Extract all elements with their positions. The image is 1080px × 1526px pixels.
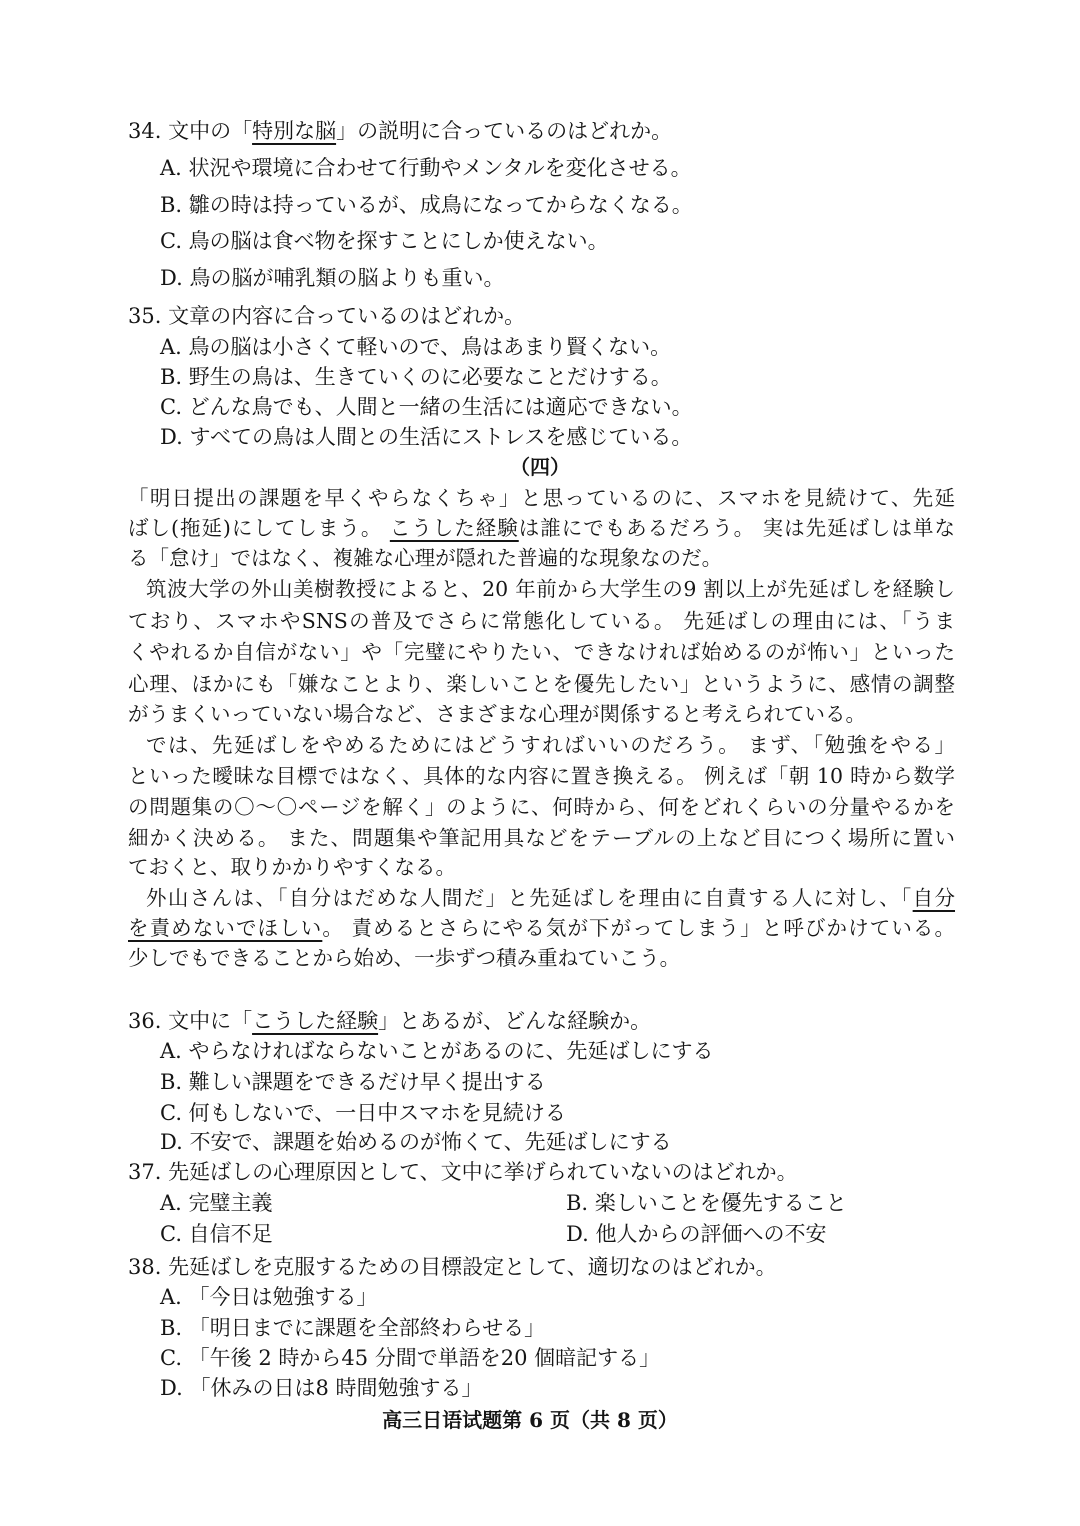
question-35-stem: 35. 文章の内容に合っているのはどれか。 xyxy=(128,304,526,328)
question-36-option-d: D. 不安で、課題を始めるのが怖くて、先延ばしにする xyxy=(160,1130,672,1154)
passage-p3-line-3: の問題集の〇～〇ページを解く」のように、何時から、何をどれくらいの分量やるかを xyxy=(128,795,955,819)
question-36-option-c: C. 何もしないで、一日中スマホを見続ける xyxy=(160,1101,566,1125)
passage-p1-line-3: る「怠け」ではなく、複雑な心理が隠れた普遍的な現象なのだ。 xyxy=(128,546,723,570)
passage-text: は誰にでもあるだろう。 実は先延ばしは単な xyxy=(518,516,955,540)
question-36-option-b: B. 難しい課題をできるだけ早く提出する xyxy=(160,1070,546,1094)
passage-p2-line-1: 筑波大学の外山美樹教授によると、20 年前から大学生の9 割以上が先延ばしを経験し xyxy=(146,577,955,601)
question-36-underlined-term: こうした経験 xyxy=(252,1009,379,1033)
passage-p3-line-2: といった曖昧な目標ではなく、具体的な内容に置き換える。 例えば「朝 10 時から数学 xyxy=(128,764,955,788)
question-35-option-d: D. すべての鳥は人間との生活にストレスを感じている。 xyxy=(160,425,693,449)
question-35-option-b: B. 野生の鳥は、生きていくのに必要なことだけする。 xyxy=(160,365,672,389)
question-36-stem xyxy=(128,1006,651,1036)
question-34-option-b: B. 雛の時は持っているが、成鳥になってからなくなる。 xyxy=(160,193,693,217)
passage-p2-line-3: くやれるか自信がない」や「完璧にやりたい、できなければ始めるのが怖い」といった xyxy=(128,640,955,664)
passage-p2-line-4: 心理、ほかにも「嫌なことより、楽しいことを優先したい」というように、感情の調整 xyxy=(128,672,955,696)
question-35-option-c: C. どんな鳥でも、人間と一緒の生活には適応できない。 xyxy=(160,395,693,419)
question-34-option-a: A. 状況や環境に合わせて行動やメンタルを変化させる。 xyxy=(160,156,692,180)
question-35-option-a: A. 鳥の脳は小さくて軽いので、鳥はあまり賢くない。 xyxy=(160,335,672,359)
passage-p2-line-2: ており、スマホやSNSの普及でさらに常態化している。 先延ばしの理由には、「うま xyxy=(128,609,955,633)
question-34-stem-pre: 34. 文中の「 xyxy=(128,119,253,143)
question-37-option-b: B. 楽しいことを優先すること xyxy=(566,1191,847,1215)
passage-p4-line-1 xyxy=(146,883,955,913)
passage-text: 外山さんは、「自分はだめな人間だ」と先延ばしを理由に自責する人に対し、「 xyxy=(146,886,913,910)
question-38-option-b: B. 「明日までに課題を全部終わらせる」 xyxy=(160,1316,546,1340)
page-footer: 高三日语试题第 6 页（共 8 页） xyxy=(382,1408,678,1432)
question-34-stem-post: 」の説明に合っているのはどれか。 xyxy=(336,119,673,143)
passage-p4-line-3: 少しでもできることから始め、一歩ずつ積み重ねていこう。 xyxy=(128,946,681,970)
underlined-phrase: こうした経験 xyxy=(389,516,519,540)
question-34-option-d: D. 鳥の脳が哺乳類の脳よりも重い。 xyxy=(160,266,505,290)
section-title: （四） xyxy=(510,455,570,479)
question-37-option-d: D. 他人からの評価への不安 xyxy=(566,1222,827,1246)
passage-p2-line-5: がうまくいっていない場合など、さまざまな心理が関係すると考えられている。 xyxy=(128,702,866,726)
passage-p1-line-2 xyxy=(128,513,955,543)
question-36-option-a: A. やらなければならないことがあるのに、先延ばしにする xyxy=(160,1039,714,1063)
underlined-phrase: 自分 xyxy=(912,886,956,910)
passage-p3-line-5: ておくと、取りかかりやすくなる。 xyxy=(128,855,456,879)
passage-text: ばし(拖延)にしてしまう。 xyxy=(128,516,390,540)
passage-p3-line-1: では、先延ばしをやめるためにはどうすればいいのだろう。 まず、「勉強をやる」 xyxy=(146,733,955,757)
passage-p1-line-1: 「明日提出の課題を早くやらなくちゃ」と思っているのに、スマホを見続けて、先延 xyxy=(128,486,955,510)
underlined-phrase: を責めないでほしい xyxy=(128,916,323,940)
passage-p3-line-4: 細かく決める。 また、問題集や筆記用具などをテーブルの上など目につく場所に置い xyxy=(128,826,955,850)
question-36-stem-pre: 36. 文中に「 xyxy=(128,1009,253,1033)
passage-text: 。 責めるとさらにやる気が下がってしまう」と呼びかけている。 xyxy=(322,916,956,940)
question-34-underlined-term: 特別な脳 xyxy=(252,119,337,143)
question-38-option-a: A. 「今日は勉強する」 xyxy=(160,1285,378,1309)
question-37-option-c: C. 自信不足 xyxy=(160,1222,273,1246)
question-38-stem: 38. 先延ばしを克服するための目標設定として、適切なのはどれか。 xyxy=(128,1255,777,1279)
question-34-stem xyxy=(128,116,672,146)
passage-p4-line-2 xyxy=(128,913,955,943)
question-34-option-c: C. 鳥の脳は食べ物を探すことにしか使えない。 xyxy=(160,229,609,253)
question-38-option-c: C. 「午後 2 時から45 分間で単語を20 個暗記する」 xyxy=(160,1346,661,1370)
question-38-option-d: D. 「休みの日は8 時間勉強する」 xyxy=(160,1376,483,1400)
question-37-stem: 37. 先延ばしの心理原因として、文中に挙げられていないのはどれか。 xyxy=(128,1160,798,1184)
question-37-option-a: A. 完璧主義 xyxy=(160,1191,273,1215)
question-36-stem-post: 」とあるが、どんな経験か。 xyxy=(378,1009,652,1033)
